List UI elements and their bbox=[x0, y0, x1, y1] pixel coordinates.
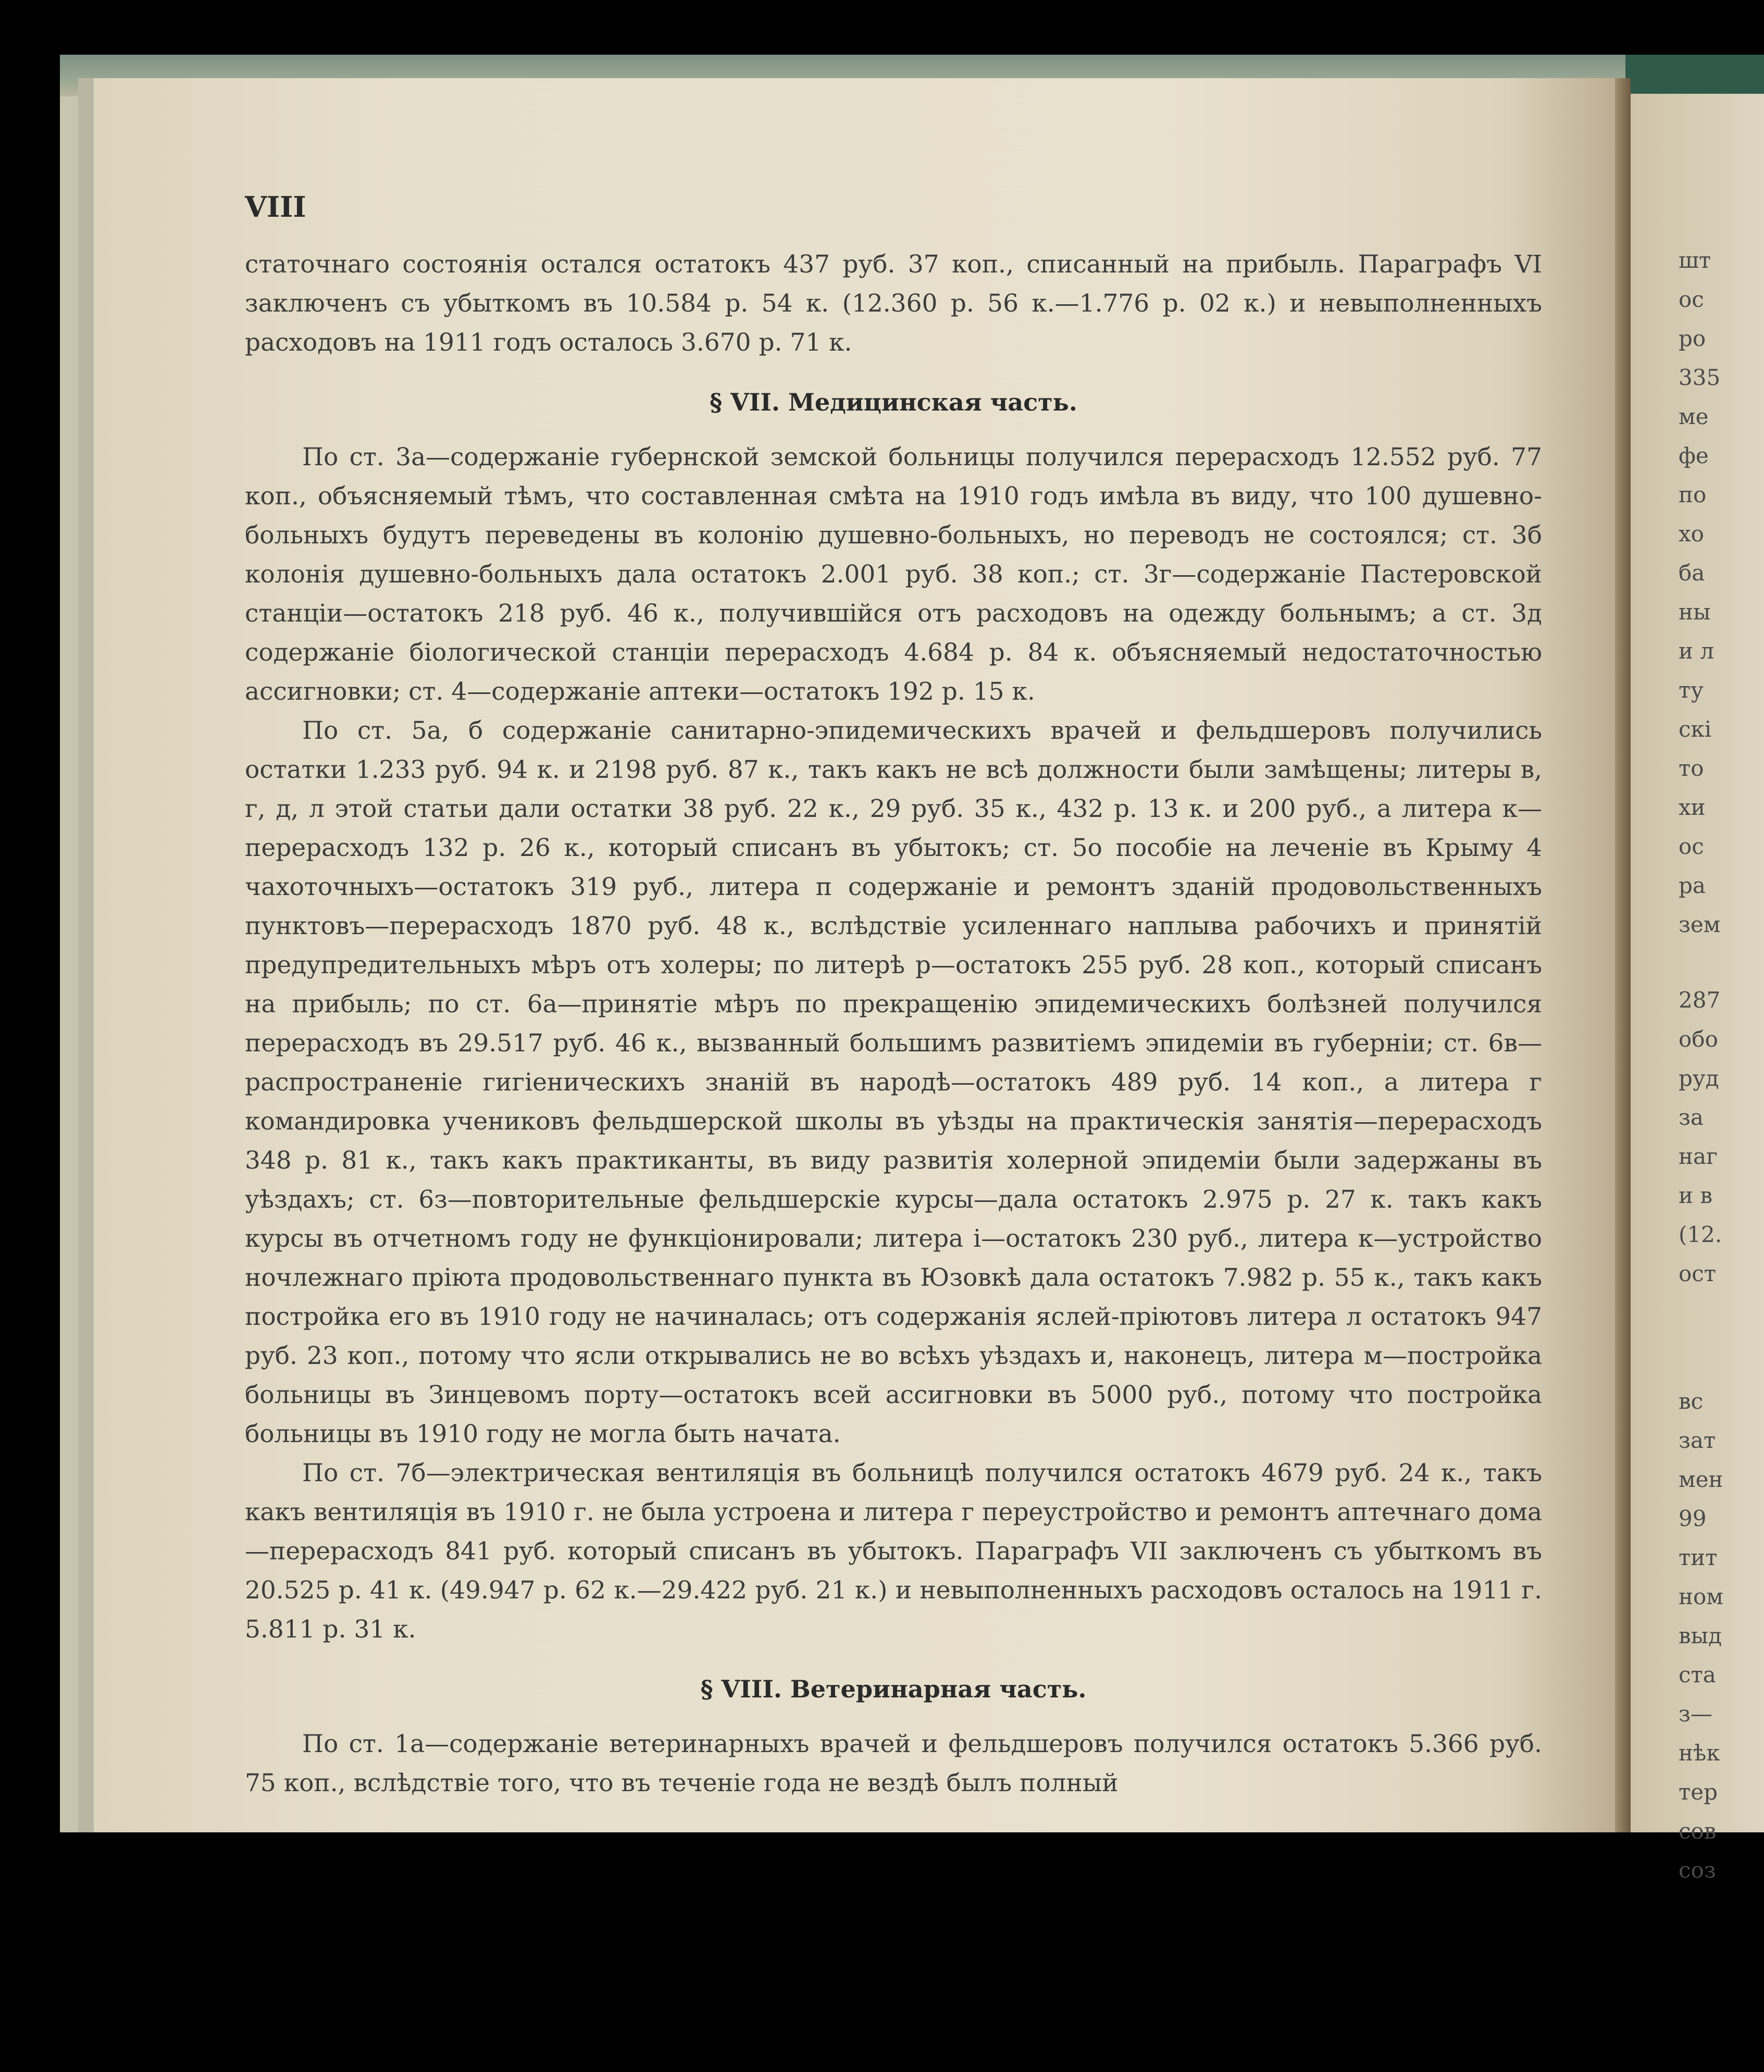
right-page bbox=[1631, 94, 1764, 1832]
right-page-fragment: ост bbox=[1679, 1261, 1717, 1286]
page-number: VIII bbox=[245, 190, 306, 224]
page-gutter bbox=[1615, 78, 1631, 1832]
paragraph-continuation: статочнаго состоянія остался остатокъ 437 руб. 37 коп., списанный на прибыль. Параграфъ VI заключенъ съ убыткомъ въ 10.584 р. 54 к. (12.360 р. 56 к.—1.776 р. 02 к.) и невыполненныхъ расходовъ на 1911 годъ осталось 3.670 р. 71 к. bbox=[245, 250, 1542, 357]
main-text bbox=[245, 245, 1542, 1803]
right-page-fragment: сов bbox=[1679, 1818, 1717, 1844]
right-page-fragment: хо bbox=[1679, 521, 1704, 547]
paragraph-medical-1: По ст. 3а—содержаніе губернской земской больницы получился перерасходъ 12.552 руб. 77 коп., объясняемый тѣмъ, что составленная смѣта на 1910 годъ имѣла въ виду, что 100 душевно-больныхъ будутъ переведены въ колонію душевно-больныхъ, но переводъ не состоялся; ст. 3б колонія душевно-больныхъ дала остатокъ 2.001 руб. 38 коп.; ст. 3г—содержаніе Пастеровской станціи—остатокъ 218 руб. 46 к., получившійся отъ расходовъ на одежду больнымъ; а ст. 3д содержаніе біологической станціи перерасходъ 4.684 р. 84 к. объясняемый недостаточностью ассигновки; ст. 4—содержаніе аптеки—остатокъ 192 р. 15 к. bbox=[245, 443, 1542, 706]
right-page-fragment: тит bbox=[1679, 1545, 1718, 1570]
right-page-fragment: ба bbox=[1679, 560, 1705, 586]
right-page-fragment: руд bbox=[1679, 1065, 1719, 1091]
right-page-fragment: з— bbox=[1679, 1701, 1712, 1727]
right-page-fragment: ро bbox=[1679, 326, 1706, 351]
right-page-fragment: наг bbox=[1679, 1144, 1718, 1169]
right-page-fragment: выд bbox=[1679, 1623, 1722, 1648]
right-page-fragment: ос bbox=[1679, 287, 1704, 312]
right-page-fragment: вс bbox=[1679, 1388, 1704, 1414]
section-heading-medical: § VII. Медицинская часть. bbox=[710, 388, 1077, 416]
paragraph-veterinary-1: По ст. 1а—содержаніе ветеринарныхъ врачей и фельдшеровъ получился остатокъ 5.366 руб. 75 коп., вслѣдствіе того, что въ теченіе года не вездѣ былъ полный bbox=[245, 1730, 1542, 1797]
paragraph-medical-2: По ст. 5а, б содержаніе санитарно-эпидемическихъ врачей и фельдшеровъ получились остатки 1.233 руб. 94 к. и 2198 руб. 87 к., такъ какъ не всѣ должности были замѣщены; литеры в, г, д, л этой статьи дали остатки 38 руб. 22 к., 29 руб. 35 к., 432 р. 13 к. и 200 руб., а литера к—перерасходъ 132 р. 26 к., который списанъ въ убытокъ; ст. 5о пособіе на леченіе въ Крыму 4 чахоточныхъ—остатокъ 319 руб., литера п содержаніе и ремонтъ зданій продовольственныхъ пунктовъ—перерасходъ 1870 руб. 48 к., вслѣдствіе усиленнаго наплыва рабочихъ и принятій предупредительныхъ мѣръ отъ холеры; по литерѣ р—остатокъ 255 руб. 28 коп., который списанъ на прибыль; по ст. 6а—принятіе мѣръ по прекращенію эпидемическихъ болѣзней получился перерасходъ въ 29.517 руб. 46 к., вызванный большимъ развитіемъ эпидеміи въ губерніи; ст. 6в—распространеніе гигіеническихъ знаній въ народѣ—остатокъ 489 руб. 14 коп., а литера г командировка учениковъ фельдшерской школы въ уѣзды на практическія занятія—перерасходъ 348 р. 81 к., такъ какъ практиканты, въ виду развитія холерной эпидеміи были задержаны въ уѣздахъ; ст. 6з—повторительные фельдшерскіе курсы—дала остатокъ 2.975 р. 27 к. такъ какъ курсы въ отчетномъ году не функціонировали; литера і—остатокъ 230 руб., литера к—устройство ночлежнаго пріюта продовольственнаго пункта въ Юзовкѣ дала остатокъ 7.982 р. 55 к., такъ какъ постройка его въ 1910 году не начиналась; отъ содержанія яслей-пріютовъ литера л остатокъ 947 руб. 23 коп., потому что ясли открывались не во всѣхъ уѣздахъ и, наконецъ, литера м—постройка больницы въ Зинцевомъ порту—остатокъ всей ассигновки въ 5000 руб., потому что постройка больницы въ 1910 году не могла быть начата. bbox=[245, 716, 1542, 1448]
section-heading-veterinary: § VIII. Ветеринарная часть. bbox=[700, 1675, 1087, 1703]
right-page-fragment: скі bbox=[1679, 716, 1712, 742]
right-page-fragment: зем bbox=[1679, 912, 1721, 937]
paragraph-medical-3: По ст. 7б—электрическая вентиляція въ больницѣ получился остатокъ 4679 руб. 24 к., такъ какъ вентиляція въ 1910 г. не была устроена и литера г переустройство и ремонтъ аптечнаго дома—перерасходъ 841 руб. который списанъ въ убытокъ. Параграфъ VII заключенъ съ убыткомъ въ 20.525 р. 41 к. (49.947 р. 62 к.—29.422 руб. 21 к.) и невыполненныхъ расходовъ осталось на 1911 г. 5.811 р. 31 к. bbox=[245, 1459, 1542, 1644]
right-page-fragment: (12. bbox=[1679, 1222, 1722, 1247]
right-page-fragment: ном bbox=[1679, 1584, 1723, 1609]
right-page-fragment: и в bbox=[1679, 1183, 1712, 1208]
right-page-fragment: ос bbox=[1679, 834, 1704, 859]
right-page-fragment: мен bbox=[1679, 1467, 1723, 1492]
right-page-fragment: ту bbox=[1679, 677, 1704, 703]
right-page-fragment: по bbox=[1679, 482, 1707, 507]
right-page-fragment: хи bbox=[1679, 795, 1706, 820]
right-page-fragment: зат bbox=[1679, 1428, 1716, 1453]
right-page-fragment: обо bbox=[1679, 1026, 1718, 1052]
right-page-fragment: тер bbox=[1679, 1779, 1718, 1805]
right-page-fragment: то bbox=[1679, 755, 1704, 781]
right-page-fragment: и л bbox=[1679, 638, 1715, 664]
right-page-fragment: нѣк bbox=[1679, 1740, 1720, 1766]
right-page-fragment: соз bbox=[1679, 1857, 1716, 1883]
right-page-fragment: 335 bbox=[1679, 365, 1721, 390]
right-page-fragment: ра bbox=[1679, 873, 1706, 898]
right-page-fragment: 287 bbox=[1679, 987, 1721, 1013]
right-page-fragment: 99 bbox=[1679, 1506, 1707, 1531]
right-page-fragment: шт bbox=[1679, 247, 1711, 273]
right-page-fragment: за bbox=[1679, 1105, 1704, 1130]
right-page-fragment: ста bbox=[1679, 1662, 1716, 1688]
right-page-fragment: ме bbox=[1679, 404, 1709, 429]
right-page-fragment: ны bbox=[1679, 599, 1711, 625]
right-page-fragment: фе bbox=[1679, 443, 1709, 468]
